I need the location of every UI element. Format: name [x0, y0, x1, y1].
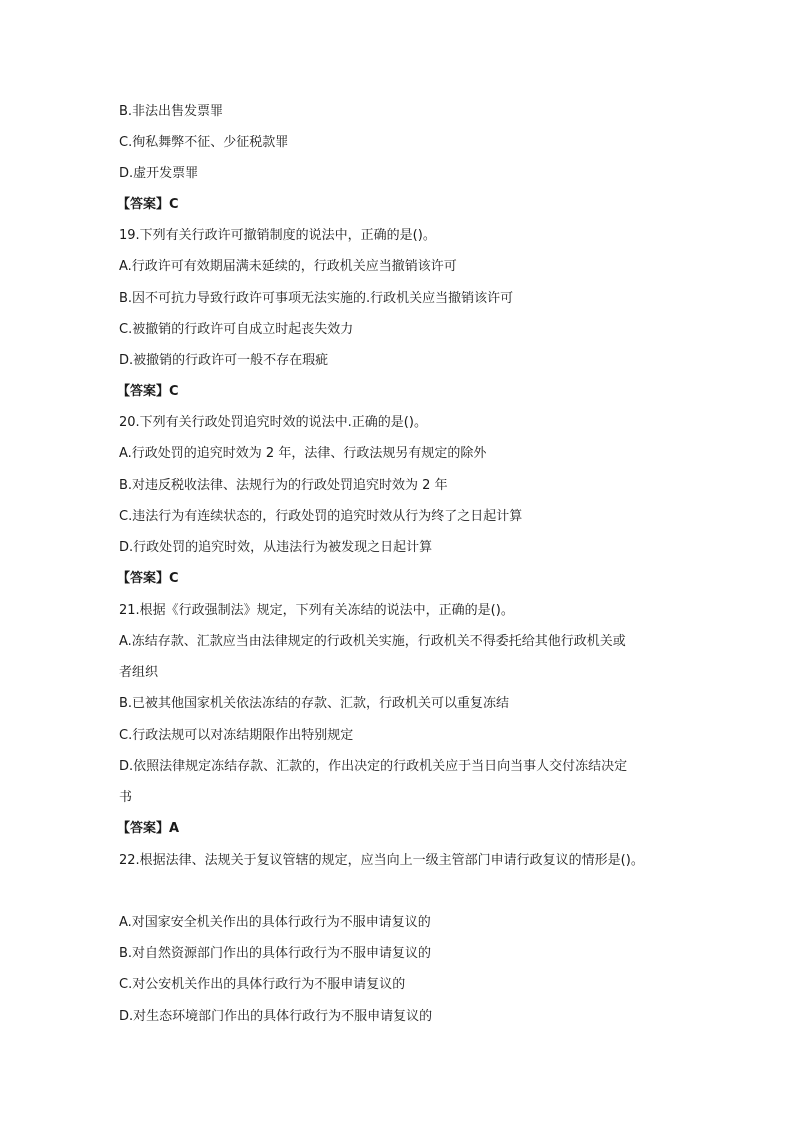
option-d-q18: D.虚开发票罪 — [119, 166, 199, 181]
answer-q18 — [117, 196, 179, 214]
answer-q19 — [117, 383, 179, 401]
answer-value: C — [169, 197, 179, 212]
answer-value: C — [169, 384, 179, 399]
question-20: 20.下列有关行政处罚追究时效的说法中.正确的是()。 — [119, 415, 427, 430]
option-a-q19: A.行政许可有效期届满未延续的，行政机关应当撤销该许可 — [119, 259, 457, 274]
question-22: 22.根据法律、法规关于复议管辖的规定，应当向上一级主管部门申请行政复议的情形是()。 — [119, 853, 644, 868]
answer-label: 【答案】 — [117, 384, 170, 399]
option-d-q21-cont: 书 — [119, 790, 133, 805]
option-c-q20: C.违法行为有连续状态的，行政处罚的追究时效从行为终了之日起计算 — [119, 509, 523, 524]
option-c-q18: C.徇私舞弊不征、少征税款罪 — [119, 135, 289, 150]
option-b-q20: B.对违反税收法律、法规行为的行政处罚追究时效为 2 年 — [119, 478, 448, 493]
answer-q21 — [117, 820, 179, 838]
option-c-q19: C.被撤销的行政许可自成立时起丧失效力 — [119, 322, 354, 337]
option-d-q19: D.被撤销的行政许可一般不存在瑕疵 — [119, 353, 329, 368]
option-a-q20: A.行政处罚的追究时效为 2 年，法律、行政法规另有规定的除外 — [119, 446, 487, 461]
option-a-q22: A.对国家安全机关作出的具体行政行为不服申请复议的 — [119, 915, 431, 930]
question-21: 21.根据《行政强制法》规定，下列有关冻结的说法中，正确的是()。 — [119, 603, 514, 618]
option-c-q21: C.行政法规可以对冻结期限作出特别规定 — [119, 728, 354, 743]
answer-label: 【答案】 — [117, 821, 170, 836]
option-a-q21-cont: 者组织 — [119, 665, 159, 680]
option-d-q20: D.行政处罚的追究时效，从违法行为被发现之日起计算 — [119, 540, 433, 555]
option-b-q19: B.因不可抗力导致行政许可事项无法实施的.行政机关应当撤销该许可 — [119, 291, 514, 306]
option-b-q21: B.已被其他国家机关依法冻结的存款、汇款，行政机关可以重复冻结 — [119, 696, 510, 711]
option-d-q21: D.依照法律规定冻结存款、汇款的，作出决定的行政机关应于当日向当事人交付冻结决定 — [119, 759, 628, 774]
answer-value: C — [169, 571, 179, 586]
option-d-q22: D.对生态环境部门作出的具体行政行为不服申请复议的 — [119, 1009, 433, 1024]
answer-q20 — [117, 570, 179, 588]
option-c-q22: C.对公安机关作出的具体行政行为不服申请复议的 — [119, 977, 406, 992]
option-b-q18: B.非法出售发票罪 — [119, 104, 224, 119]
answer-label: 【答案】 — [117, 571, 170, 586]
answer-value: A — [169, 821, 180, 836]
question-19: 19.下列有关行政许可撤销制度的说法中，正确的是()。 — [119, 228, 436, 243]
answer-label: 【答案】 — [117, 197, 170, 212]
option-b-q22: B.对自然资源部门作出的具体行政行为不服申请复议的 — [119, 946, 432, 961]
option-a-q21: A.冻结存款、汇款应当由法律规定的行政机关实施，行政机关不得委托给其他行政机关或 — [119, 634, 626, 649]
